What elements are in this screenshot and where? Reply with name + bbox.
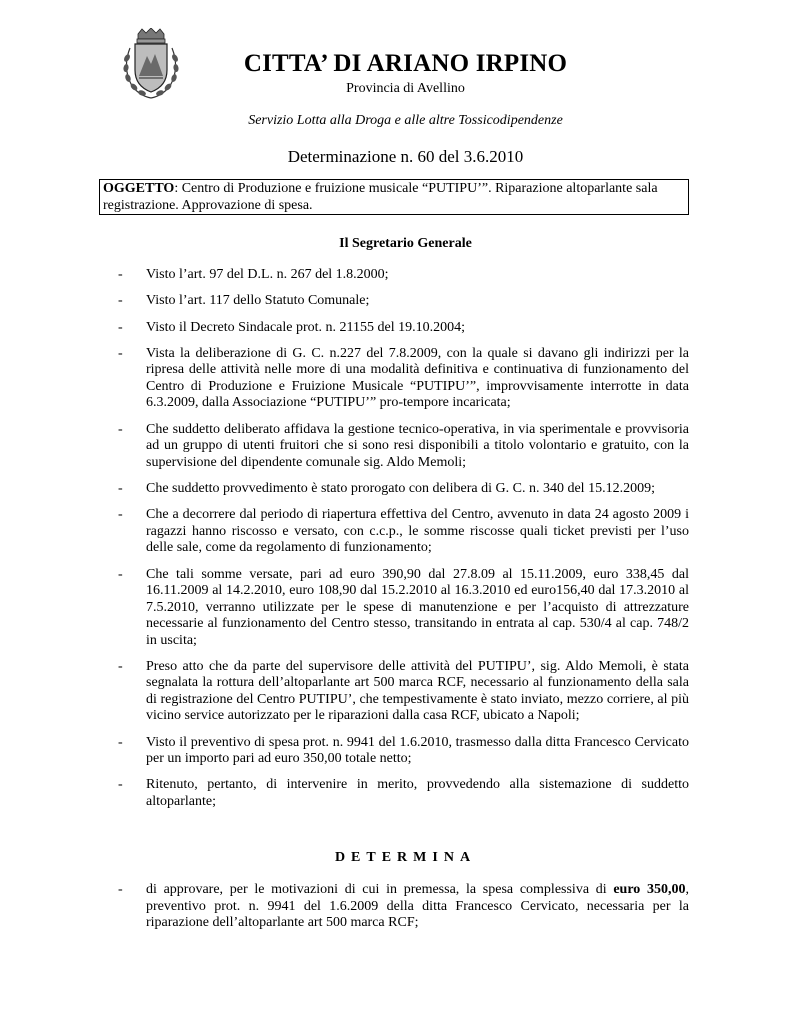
premise-text: Visto l’art. 97 del D.L. n. 267 del 1.8.2000; — [146, 267, 389, 282]
province-subtitle: Provincia di Avellino — [346, 81, 465, 96]
bullet-dash: - — [118, 882, 123, 897]
subject-label: OGGETTO — [103, 181, 175, 196]
city-name-title: CITTA’ DI ARIANO IRPINO — [243, 50, 568, 77]
premise-text: Visto l’art. 117 dello Statuto Comunale; — [146, 293, 370, 309]
premise-text: Che suddetto provvedimento è stato prorogato con delibera di G. C. n. 340 del 15.12.2009; — [146, 480, 655, 496]
list-item — [118, 567, 689, 650]
premise-text: Visto il preventivo di spesa prot. n. 9941 del 1.6.2010, trasmesso dalla ditta Francesco Cervicato per un importo pari ad euro 350,00 totale netto; — [146, 734, 689, 767]
list-item — [118, 507, 689, 557]
bullet-dash: - — [118, 319, 123, 335]
premise-text: Che tali somme versate, pari ad euro 390,90 dal 27.8.09 al 15.11.2009, euro 338,45 dal 16.11.2009 al 14.2.2010, euro 108,90 dal 15.2.2010 al 16.3.2010 ed euro156,40 dal 17.3.2010 al 7.5.2010, verranno utilizzate per le spese di manutenzione e per l’acquisto di attrezzature necessarie al funzionamento del Centro stesso, transitando in entrata al cap. 530/4 al cap. 748/2 in uscita; — [146, 566, 689, 648]
list-item — [118, 659, 689, 725]
subject-text: : Centro di Produzione e fruizione musicale “PUTIPU’”. Riparazione altoparlante sala registrazione. Approvazione di spesa. — [103, 181, 658, 213]
list-item — [118, 481, 689, 498]
bullet-dash: - — [118, 421, 123, 437]
list-item — [118, 882, 689, 932]
bullet-dash: - — [118, 777, 123, 793]
secretary-heading: Il Segretario Generale — [339, 236, 472, 251]
decision-list — [118, 882, 689, 941]
decision-text-end: , preventivo prot. n. 9941 del 1.6.2009 della ditta Francesco Cervicato, necessaria per la riparazione dell’altoparlante art 500 marca RCF; — [146, 882, 689, 930]
premise-text: Preso atto che da parte del supervisore delle attività del PUTIPU’, sig. Aldo Memoli, è stata segnalata la rottura dell’altoparlante art 500 marca RCF, necessario al funzionamento della sala di registrazione del Centro PUTIPU’, che tempestivamente è stato inviato, mezzo corriere, al più vicino service autorizzato per le riparazioni dalla casa RCF, ubicato a Napoli; — [146, 658, 689, 724]
determination-number: Determinazione n. 60 del 3.6.2010 — [287, 147, 524, 166]
list-item — [118, 422, 689, 472]
premise-text: Visto il Decreto Sindacale prot. n. 21155 del 19.10.2004; — [146, 319, 466, 335]
bullet-dash: - — [118, 734, 123, 750]
bullet-dash: - — [118, 345, 123, 361]
premises-list — [118, 267, 689, 820]
bullet-dash: - — [118, 267, 123, 282]
bullet-dash: - — [118, 507, 123, 523]
bullet-dash: - — [118, 566, 123, 582]
list-item — [118, 293, 689, 310]
subject-box — [99, 179, 689, 215]
list-item — [118, 777, 689, 810]
service-name: Servizio Lotta alla Droga e alle altre Tossicodipendenze — [248, 113, 563, 128]
decision-text-start: di approvare, per le motivazioni di cui in premessa, la spesa complessiva di — [146, 882, 614, 897]
premise-text: Ritenuto, pertanto, di intervenire in merito, provvedendo alla sistemazione di suddetto altoparlante; — [146, 777, 689, 809]
bullet-dash: - — [118, 480, 123, 496]
decision-amount: euro 350,00 — [613, 882, 686, 897]
list-item — [118, 267, 689, 284]
bullet-dash: - — [118, 658, 123, 674]
premise-text: Che a decorrere dal periodo di riapertura effettiva del Centro, avvenuto in data 24 agosto 2009 i ragazzi hanno riscosso e versato, con c.c.p., le somme riscosse quali ticket previsti per l’uso delle sale, come da regolamento di funzionamento; — [146, 507, 689, 556]
list-item — [118, 320, 689, 337]
list-item — [118, 735, 689, 768]
list-item — [118, 346, 689, 412]
determina-heading: DETERMINA — [334, 850, 477, 865]
premise-text: Che suddetto deliberato affidava la gestione tecnico-operativa, in via sperimentale e provvisoria ad un gruppo di utenti fruitori che si sono resi disponibili a titolo volontario e gratuito, con la supervisione del dipendente comunale sig. Aldo Memoli; — [146, 421, 689, 470]
premise-text: Vista la deliberazione di G. C. n.227 del 7.8.2009, con la quale si davano gli indirizzi per la ripresa delle attività nelle more di una modalità definitiva e continuativa di funzionamento del Centro di Produzione e Fruizione Musicale “PUTIPU’”, improvvisamente interrotte in data 6.3.2009, dalla Associazione “PUTIPU’” pro-tempore incaricata; — [146, 345, 689, 411]
bullet-dash: - — [118, 293, 123, 309]
